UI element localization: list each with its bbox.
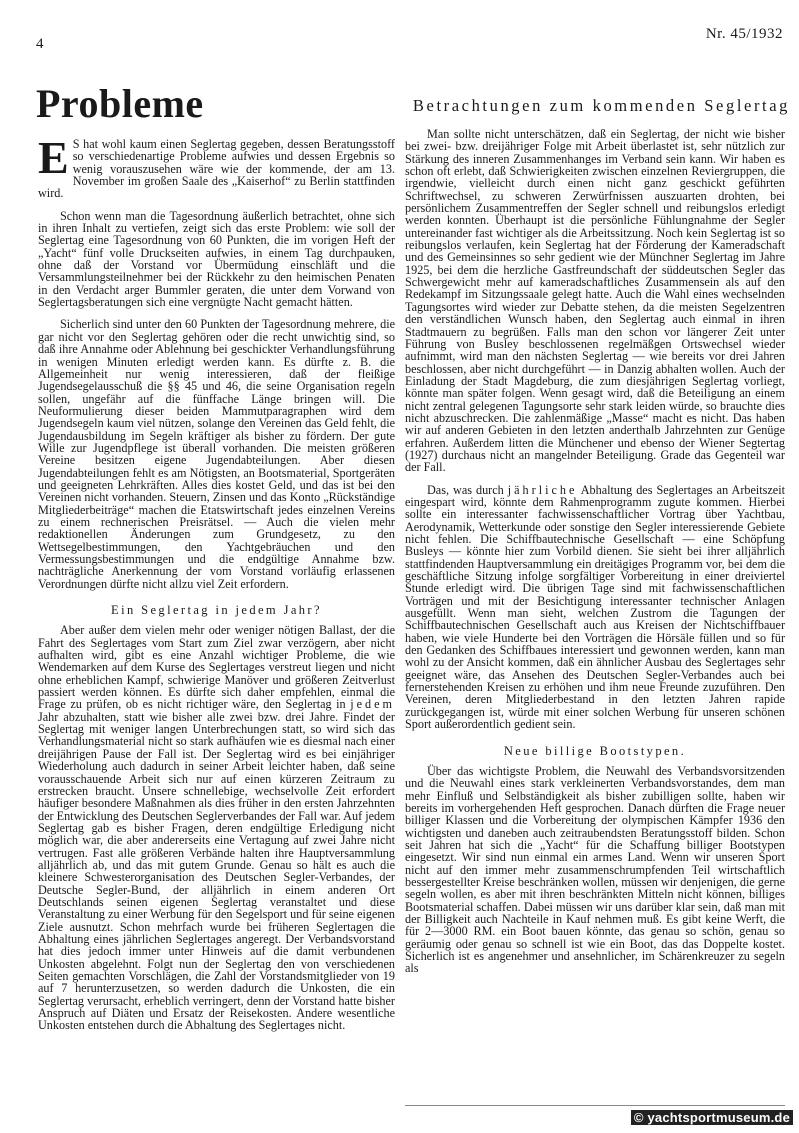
right-column [405, 128, 785, 985]
paragraph [38, 132, 395, 201]
paragraph-text: Jahr abzuhalten, statt wie bisher alle zwei bzw. drei Jahre. Findet der Seglertag mit weniger langen Unterbrechungen statt, so wird sich das Verhandlungsmaterial nicht so stark aufhäufen wie es diesmal nach einer dreijährigen Pause der Fall ist. Der Seglertag wird es bei einjähriger Wiederholung auch dadurch in seiner Arbeit leichter haben, daß seine vorausschauende Arbeit sich nur auf einen kürzeren Zeitraum zu erstrecken braucht. Unsere schnellebige, wechselvolle Zeit erfordert häufiger besondere Maßnahmen als dies früher in den ersten Jahrzehnten der Entwicklung des Deutschen Seglerverbandes der Fall war. Auf jedem Seglertag gab es bisher Fragen, deren endgültige Erledigung nicht möglich war, die aber andererseits eine Vertagung auf zwei Jahre nicht vertrugen. Fast alle größeren Verbände halten ihre Hauptversammlung alljährlich ab, und das mit gutem Grunde. Genau so hält es auch die kleinere Schwesterorganisation des Deutschen Segler-Verbandes, der Deutsche Segler-Bund, der alljährlich in einem anderen Ort Deutschlands seinen eigenen Seglertag veranstaltet und diese Veranstaltung zu einer Werbung für den Segelsport und für seine eigenen Ziele ausnutzt. Schon mehrfach wurde bei früheren Seglertagen die Abhaltung eines jährlichen Seglertages angeregt. Der Verbandsvorstand hat dies jedoch immer unter Hinweis auf die damit verbundenen Unkosten abgelehnt. Folgt nun der Seglertag den von verschiedenen Seiten gemachten Vorschlägen, die Zahl der Vorstandsmitglieder von 19 auf 7 herunterzusetzen, so werden dadurch die Unkosten, die ein Seglertag verursacht, erheblich verringert, denn der Vorstand hatte bisher Anspruch auf Diäten und Ersatz der Reisekosten. Andere wesentliche Unkosten entstehen durch die Abhaltung des Seglertages nicht. [38, 709, 395, 1033]
watermark: © yachtsportmuseum.de [631, 1110, 793, 1125]
footer-rule [405, 1105, 785, 1106]
emphasis-text: jährliche [507, 482, 578, 497]
paragraph [405, 484, 785, 731]
paragraph-text: S hat wohl kaum einen Seglertag gegeben, dessen Beratungsstoff so verschiedenartige Probleme aufwies und dessen Ergebnis so wenig vorauszusehen wäre wie der kommende, der am 13. November im großen Saale des „Kaiserhof“ zu Berlin stattfinden wird. [38, 137, 395, 201]
issue-number: Nr. 45/1932 [705, 26, 783, 42]
article-subtitle: Betrachtungen zum kommenden Seglertag [412, 96, 790, 115]
paragraph: Man sollte nicht unterschätzen, daß ein Seglertag, der nicht wie bisher bei zwei- bzw. dreijähriger Folge mit Arbeit überlastet ist, sehr nützlich zur Stärkung des inneren Zusammenhanges im Verband sein kann. Wir haben es schon oft erlebt, daß Schwierigkeiten zwischen einzelnen Reviergruppen, die irgendwie, vielleicht durch einen nicht ganz geschickt geführten Schriftwechsel, zu schweren Zerwürfnissen auszuarten drohten, bei persönlichem Zusammentreffen der Segler schnell und reibungslos erledigt werden konnten. Überhaupt ist die persönliche Fühlungnahme der Segler untereinander fast wichtiger als die Arbeitssitzung. Noch kein Seglertag ist so reibungslos verlaufen, kein Seglertag hat der Förderung der Kameradschaft und des Gemeinsinnes so sehr gedient wie der Münchner Seglertag im Jahre 1925, bei dem die herzliche Gastfreundschaft der süddeutschen Segler das Schwergewicht mehr auf kameradschaftliches Zusammensein als auf den Redekampf im Sitzungssaale gelegt hatte. Auch die Wahl eines wechselnden Tagungsortes wird wieder zur Debatte stehen, da die meisten Segelzentren den verständlichen Wunsch haben, den Seglertag auch einmal in ihren Stadtmauern zu begrüßen. Falls man den schon vor längerer Zeit unter Führung von Busley beschlossenen regelmäßgen Ortswechsel wieder aufnimmt, wird man den nächsten Seglertag — wie bereits vor drei Jahren beschlossen, aber nicht durchgeführt — in Danzig abhalten wollen. Auch der Einladung der Stadt Magdeburg, die zum diesjährigen Seglertag vorliegt, könnte man später folgen. Wenn gesagt wird, daß die Beteiligung an einem nicht zentral gelegenen Tagungsorte sehr stark leiden würde, so brauchte dies nicht abzuschrecken. Die zahlenmäßige „Masse“ macht es nicht. Das haben wir auf anderen Gebieten in den letzten anderthalb Jahrzehnten zur Genüge erfahren. Außerdem litten die Münchener und ebenso der Wiener Segtertag (1927) durchaus nicht an mangelnder Beteiligung. Grade das Gegenteil war der Fall. [405, 127, 785, 475]
emphasis-text: jedem [350, 697, 395, 712]
article-title: Probleme [36, 81, 204, 126]
paragraph: Über das wichtigste Problem, die Neuwahl des Verbandsvorsitzenden und die Neuwahl eines stark verkleinerten Verbandsvorstandes, dem man mehr Einfluß und Selbständigkeit als bisher zubilligen sollte, haben wir bereits im vorhergehenden Heft gesprochen. Danach dürften die Frage neuer billiger Klassen und die Vorbereitung der olympischen Kämpfer 1936 den wichtigsten und daneben auch zeitraubendsten Beratungsstoff bilden. Schon seit Jahren hat sich die „Yacht“ für die Schaffung billiger Bootstypen eingesetzt. Wir sind nun einmal ein armes Land. Wenn wir unseren Sport nicht auf den immer mehr zusammenschrumpfenden Teil wirtschaftlich bessergestellter Kreise beschränken wollen, müssen wir denjenigen, die gerne segeln wollen, es aber mit ihren beschränkten Mitteln nicht können, billiges Bootsmaterial schaffen. Dabei müssen wir uns darüber klar sein, daß man mit der Billigkeit auch Nachteile in Kauf nehmen muß. Es gibt keine Werft, die für 2—3000 RM. ein Boot bauen könnte, das genau so schön, genau so geräumig oder genau so schnell ist wie ein Boot, das das Doppelte kostet. Sicherlich ist es angenehmer und ansehnlicher, im Schärenkreuzer zu segeln als [405, 763, 785, 976]
left-column [38, 132, 395, 1042]
section-heading: Neue billige Bootstypen. [503, 743, 687, 758]
paragraph-text: Abhaltung des Seglertages an Arbeitszeit eingespart wird, könnte dem Rahmenprogramm zugute kommen. Hierbei sollte ein interessanter fachwissenschaftlicher Vortrag über Yachtbau, Aerodynamik, Wetterkunde oder sonstige den Segler interessierende Gebiete nicht fehlen. Die Schiffbautechnische Gesellschaft — eine Schöpfung Busleys — könnte hier zum Vorbild dienen. Sie sieht bei ihrer alljährlich stattfindenden Hauptversammlung ein dreitägiges Programm vor, bei dem die geschäftliche Sitzung infolge sorgfältiger Vorbereitung in einer dreiviertel Stunde erledigt wird. Die übrigen Tage sind mit fachwissenschaftlichen Vorträgen und mit der Besichtigung interessanter technischer Anlagen ausgefüllt. Wenn man sieht, welchen Zustrom die Tagungen der Schiffbautechnischen Gesellschaft auch aus Kreisen der Nichtschiffbauer haben, wie viele Hunderte bei den Vorträgen die Hörsäle füllen und so für den Gedanken des Schiffbaues interessiert und gewonnen werden, kann man wohl zu der Ansicht kommen, daß ein ähnlicher Ausbau des Seglertages sehr geeignet wäre, das Ansehen des Deutschen Segler-Verbandes auch bei fernerstehenden Kreisen zu erhöhen und ihm neue Freunde zuzuführen. Den Vereinen, deren Mitgliederbestand in den letzten Jahren rapide zurückgegangen ist, würde mit einer solchen Werbung für unseren schönen Sport außerordentlich gedient sein. [405, 482, 785, 732]
paragraph-text: Aber außer dem vielen mehr oder weniger nötigen Ballast, der die Fahrt des Seglertages vom Start zum Ziel zwar verzögern, aber nicht aufhalten wird, gibt es eine Anzahl wichtiger Probleme, die wie Wendemarken auf dem Kurse des Seglertages verstreut liegen und nicht ohne erheblichen Kampf, schwierige Manöver und größeren Zeitverlust passiert werden können. Es dürfte sich daher empfehlen, einmal die Frage zu prüfen, ob es nicht richtiger wäre, den Seglertag in [38, 623, 395, 712]
drop-cap: E [38, 132, 69, 183]
paragraph-text: Das, was durch [427, 482, 508, 497]
paragraph: Schon wenn man die Tagesordnung äußerlich betrachtet, ohne sich in ihren Inhalt zu vertiefen, zeigt sich das erste Problem: wie soll der Seglertag eine Tagesordnung von 60 Punkten, die im vorigen Heft der „Yacht“ fünf volle Druckseiten aufwies, in einem Tag durchpauken, ohne daß der Vorstand vor Übermüdung einschläft und die Versammlungsteilnehmer bei der Rückkehr zu den heimischen Penaten in den Verdacht arger Bummler geraten, die unter dem Vorwand von Seglertagsberatungen sich eine vergnügte Nacht gemacht hätten. [38, 208, 395, 310]
paragraph: Sicherlich sind unter den 60 Punkten der Tagesordnung mehrere, die gar nicht vor den Seglertag gehören oder die recht unwichtig sind, so daß ihre Annahme oder Ablehnung bei geschickter Verhandlungsführung in wenigen Minuten erledigt werden kann. Es dürfte z. B. die Allgemeinheit nur wenig interessieren, daß der fleißige Jugendsegelausschuß die §§ 45 und 46, die seine Organisation regeln sollen, ungefähr auf die fünffache Länge bringen will. Die Neuformulierung dieser beiden Mammutparagraphen wird dem Jugendsegeln kaum viel nützen, solange den Vereinen das Geld fehlt, die Jugendausbildung im Segeln kräftiger als bisher zu fördern. Der gute Wille zur Jugendpflege ist überall vorhanden. Die meisten größeren Vereine besitzen eigene Jugendabteilungen. Aber diesen Jugendabteilungen fehlt es am Nötigsten, an Bootsmaterial, Sportgeräten und geeigneten Lehrkräften. Alles dies kostet Geld, und das ist bei den Vereinen nicht vorhanden. Steuern, Zinsen und das Konto „Rückständige Mitgliederbeiträge“ machen die Etatswirtschaft jedes einzelnen Vereins zu einem rechnerischen Preisrätsel. — Auch die vielen mehr redaktionellen Änderungen zum Grundgesetz, zu den Wettsegelbestimmungen, den Yachtgebräuchen und den Vermessungsbestimmungen und die endgültige Annahme bzw. nachträgliche Anerkennung der vom Vorstand vorläufig erlassenen Verordnungen dürfte nicht allzu viel Zeit erfordern. [38, 317, 395, 591]
section-heading: Ein Seglertag in jedem Jahr? [111, 603, 322, 618]
page-number: 4 [36, 36, 44, 52]
paragraph [38, 624, 395, 1031]
